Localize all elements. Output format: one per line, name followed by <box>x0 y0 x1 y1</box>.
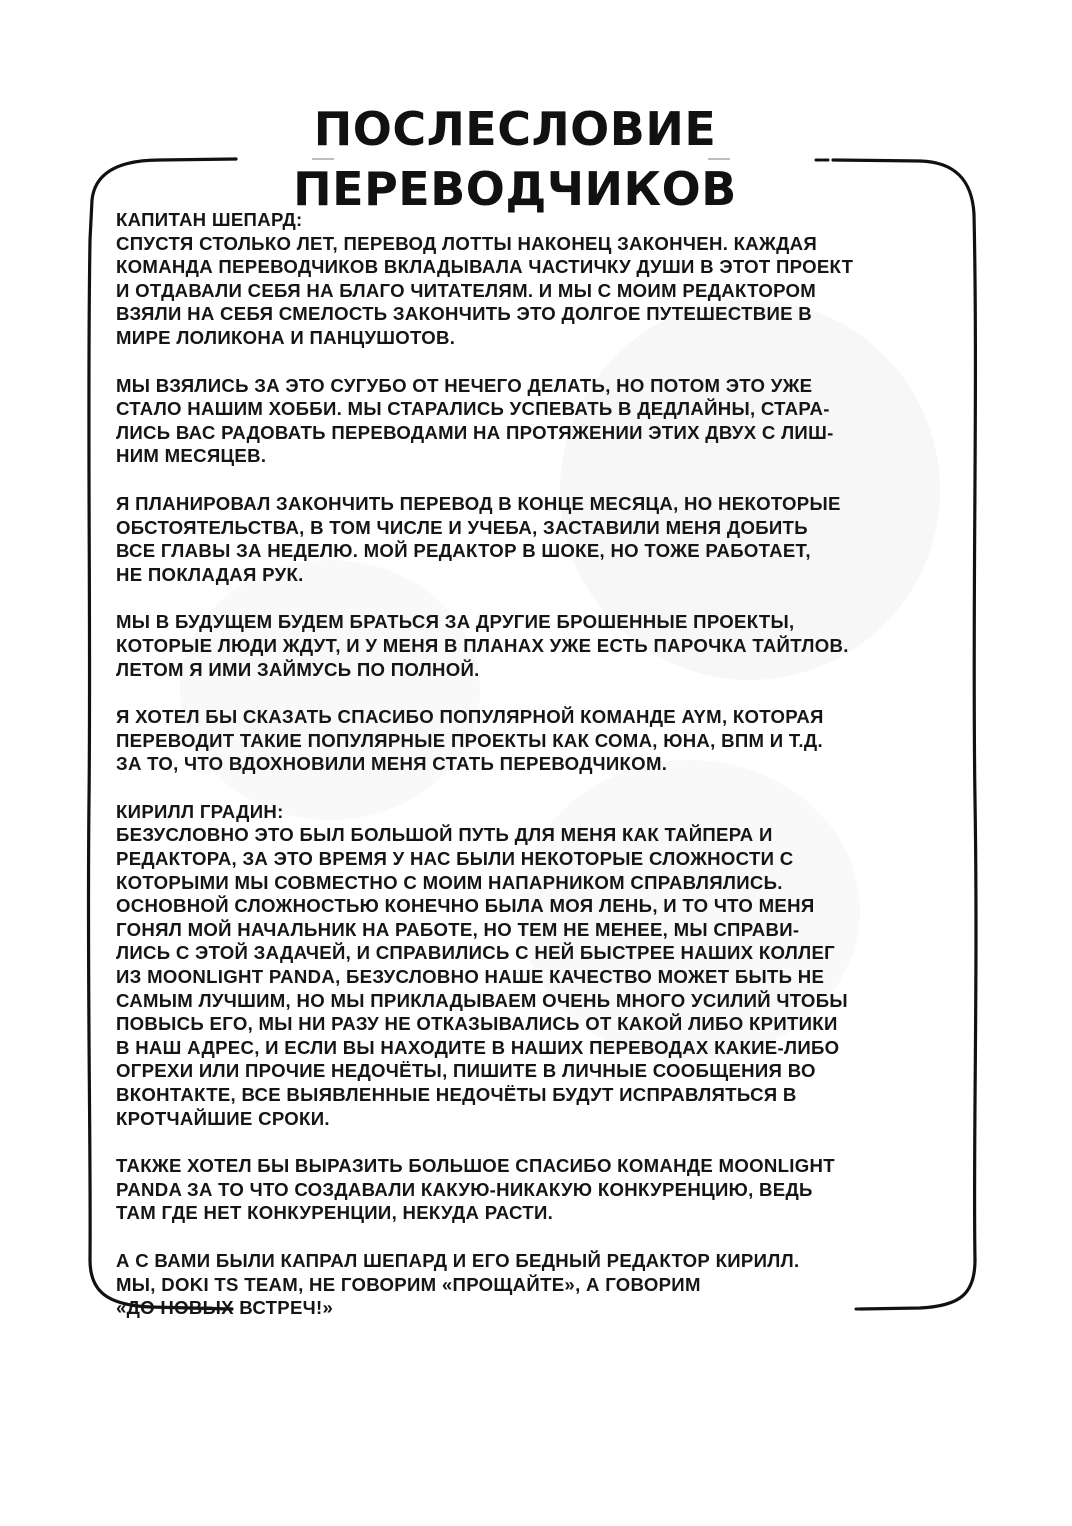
paragraph: Я ПЛАНИРОВАЛ ЗАКОНЧИТЬ ПЕРЕВОД В КОНЦЕ МЕСЯЦА, НО НЕКОТОРЫЕ ОБСТОЯТЕЛЬСТВА, В ТОМ ЧИСЛЕ И УЧЕБА, ЗАСТАВИЛИ МЕНЯ ДОБИТЬ ВСЕ ГЛАВЫ ЗА НЕДЕЛЮ. МОЙ РЕДАКТОР В ШОКЕ, НО ТОЖЕ РАБОТАЕТ, НЕ ПОКЛАДАЯ РУК. <box>116 492 841 585</box>
paragraph: ТАКЖЕ ХОТЕЛ БЫ ВЫРАЗИТЬ БОЛЬШОЕ СПАСИБО КОМАНДЕ MOONLIGHT PANDA ЗА ТО ЧТО СОЗДАВАЛИ КАКУЮ-НИКАКУЮ КОНКУРЕНЦИЮ, ВЕДЬ ТАМ ГДЕ НЕТ КОНКУРЕНЦИИ, НЕКУДА РАСТИ. <box>116 1155 835 1224</box>
paragraph: МЫ ВЗЯЛИСЬ ЗА ЭТО СУГУБО ОТ НЕЧЕГО ДЕЛАТЬ, НО ПОТОМ ЭТО УЖЕ СТАЛО НАШИМ ХОББИ. МЫ СТАРАЛИСЬ УСПЕВАТЬ В ДЕДЛАЙНЫ, СТАРА- ЛИСЬ ВАС РАДОВАТЬ ПЕРЕВОДАМИ НА ПРОТЯЖЕНИИ ЭТИХ ДВУХ С ЛИШ- НИМ МЕСЯЦЕВ. <box>116 374 834 467</box>
page-title-line-2: ПЕРЕВОДЧИКОВ <box>260 160 770 218</box>
paragraph: А С ВАМИ БЫЛИ КАПРАЛ ШЕПАРД И ЕГО БЕДНЫЙ РЕДАКТОР КИРИЛЛ. МЫ, DOKI TS TEAM, НЕ ГОВОРИМ «ПРОЩАЙТЕ», А ГОВОРИМ «ДО НОВЫХ ВСТРЕЧ!» <box>116 1249 800 1319</box>
afterword-text <box>116 208 966 1344</box>
paragraph: МЫ В БУДУЩЕМ БУДЕМ БРАТЬСЯ ЗА ДРУГИЕ БРОШЕННЫЕ ПРОЕКТЫ, КОТОРЫЕ ЛЮДИ ЖДУТ, И У МЕНЯ В ПЛАНАХ УЖЕ ЕСТЬ ПАРОЧКА ТАЙТЛОВ. ЛЕТОМ Я ИМИ ЗАЙМУСЬ ПО ПОЛНОЙ. <box>116 611 849 680</box>
paragraph: КИРИЛЛ ГРАДИН: БЕЗУСЛОВНО ЭТО БЫЛ БОЛЬШОЙ ПУТЬ ДЛЯ МЕНЯ КАК ТАЙПЕРА И РЕДАКТОРА, ЗА ЭТО ВРЕМЯ У НАС БЫЛИ НЕКОТОРЫЕ СЛОЖНОСТИ С КОТОРЫМИ МЫ СОВМЕСТНО С МОИМ НАПАРНИКОМ СПРАВЛЯЛИСЬ. ОСНОВНОЙ СЛОЖНОСТЬЮ КОНЕЧНО БЫЛА МОЯ ЛЕНЬ, И ТО ЧТО МЕНЯ ГОНЯЛ МОЙ НАЧАЛЬНИК НА РАБОТЕ, НО ТЕМ НЕ МЕНЕЕ, МЫ СПРАВИ- ЛИСЬ С ЭТОЙ ЗАДАЧЕЙ, И СПРАВИЛИСЬ С НЕЙ БЫСТРЕЕ НАШИХ КОЛЛЕГ ИЗ MOONLIGHT PANDA, БЕЗУСЛОВНО НАШЕ КАЧЕСТВО МОЖЕТ БЫТЬ НЕ САМЫМ ЛУЧШИМ, НО МЫ ПРИКЛАДЫВАЕМ ОЧЕНЬ МНОГО УСИЛИЙ ЧТОБЫ ПОВЫСЬ ЕГО, МЫ НИ РАЗУ НЕ ОТКАЗЫВАЛИСЬ ОТ КАКОЙ ЛИБО КРИТИКИ В НАШ АДРЕС, И ЕСЛИ ВЫ НАХОДИТЕ В НАШИХ ПЕРЕВОДАХ КАКИЕ-ЛИБО ОГРЕХИ ИЛИ ПРОЧИЕ НЕДОЧЁТЫ, ПИШИТЕ В ЛИЧНЫЕ СООБЩЕНИЯ ВО ВКОНТАКТЕ, ВСЕ ВЫЯВЛЕННЫЕ НЕДОЧЁТЫ БУДУТ ИСПРАВЛЯТЬСЯ В КРОТЧАЙШИЕ СРОКИ. <box>116 800 848 1129</box>
paragraph: Я ХОТЕЛ БЫ СКАЗАТЬ СПАСИБО ПОПУЛЯРНОЙ КОМАНДЕ AYM, КОТОРАЯ ПЕРЕВОДИТ ТАКИЕ ПОПУЛЯРНЫЕ ПРОЕКТЫ КАК СОМА, ЮНА, ВПМ И Т.Д. ЗА ТО, ЧТО ВДОХНОВИЛИ МЕНЯ СТАТЬ ПЕРЕВОДЧИКОМ. <box>116 706 824 775</box>
paragraph: КАПИТАН ШЕПАРД: СПУСТЯ СТОЛЬКО ЛЕТ, ПЕРЕВОД ЛОТТЫ НАКОНЕЦ ЗАКОНЧЕН. КАЖДАЯ КОМАНДА ПЕРЕВОДЧИКОВ ВКЛАДЫВАЛА ЧАСТИЧКУ ДУШИ В ЭТОТ ПРОЕКТ И ОТДАВАЛИ СЕБЯ НА БЛАГО ЧИТАТЕЛЯМ. И МЫ С МОИМ РЕДАКТОРОМ ВЗЯЛИ НА СЕБЯ СМЕЛОСТЬ ЗАКОНЧИТЬ ЭТО ДОЛГОЕ ПУТЕШЕСТВИЕ В МИРЕ ЛОЛИКОНА И ПАНЦУШОТОВ. <box>116 209 854 348</box>
page-title-line-1: ПОСЛЕСЛОВИЕ <box>260 100 770 158</box>
